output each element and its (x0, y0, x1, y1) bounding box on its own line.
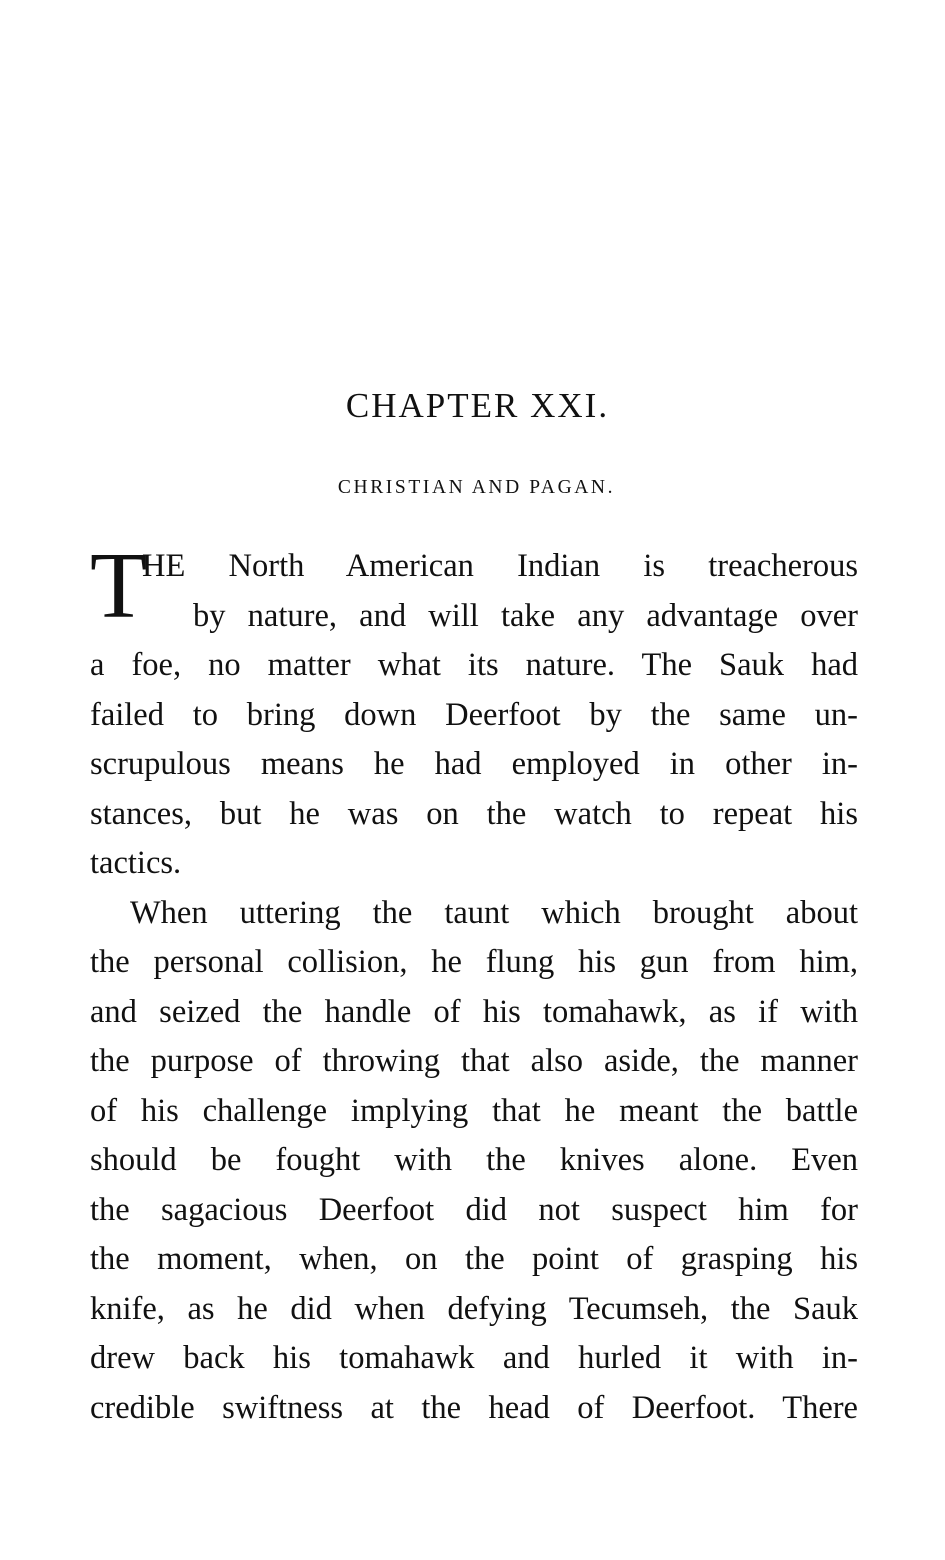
body-text (90, 534, 858, 1433)
text-line: a foe, no matter what its nature. The Sauk had (90, 647, 858, 683)
chapter-subtitle: CHRISTIAN AND PAGAN. (337, 477, 616, 498)
text-line: tactics. (90, 845, 182, 881)
text-line: should be fought with the knives alone. Even (90, 1142, 858, 1178)
paragraph-1 (90, 534, 858, 889)
text-line: the sagacious Deerfoot did not suspect him for (90, 1191, 858, 1228)
text-line: by nature, and will take any advantage over (193, 597, 858, 634)
text-line: stances, but he was on the watch to repeat his (90, 795, 858, 832)
text-line: credible swiftness at the head of Deerfoot. There (90, 1389, 858, 1426)
text-line: drew back his tomahawk and hurled it with in- (90, 1340, 858, 1376)
text-line: scrupulous means he had employed in other in- (90, 746, 858, 782)
text-line: of his challenge implying that he meant the battle (90, 1092, 858, 1129)
text-line: When uttering the taunt which brought about (130, 894, 858, 931)
chapter-title: CHAPTER XXI. (345, 386, 610, 425)
drop-cap: T (90, 534, 148, 638)
text-line: failed to bring down Deerfoot by the same un- (90, 696, 858, 733)
text-line: the moment, when, on the point of grasping his (90, 1241, 858, 1277)
paragraph-2 (90, 889, 858, 1434)
text-line: the purpose of throwing that also aside, the manner (90, 1043, 858, 1079)
text-line: and seized the handle of his tomahawk, as if with (90, 993, 858, 1030)
text-line: HE North American Indian is treacherous (142, 548, 858, 584)
text-line: the personal collision, he flung his gun from him, (90, 944, 858, 980)
text-line: knife, as he did when defying Tecumseh, the Sauk (90, 1290, 858, 1327)
